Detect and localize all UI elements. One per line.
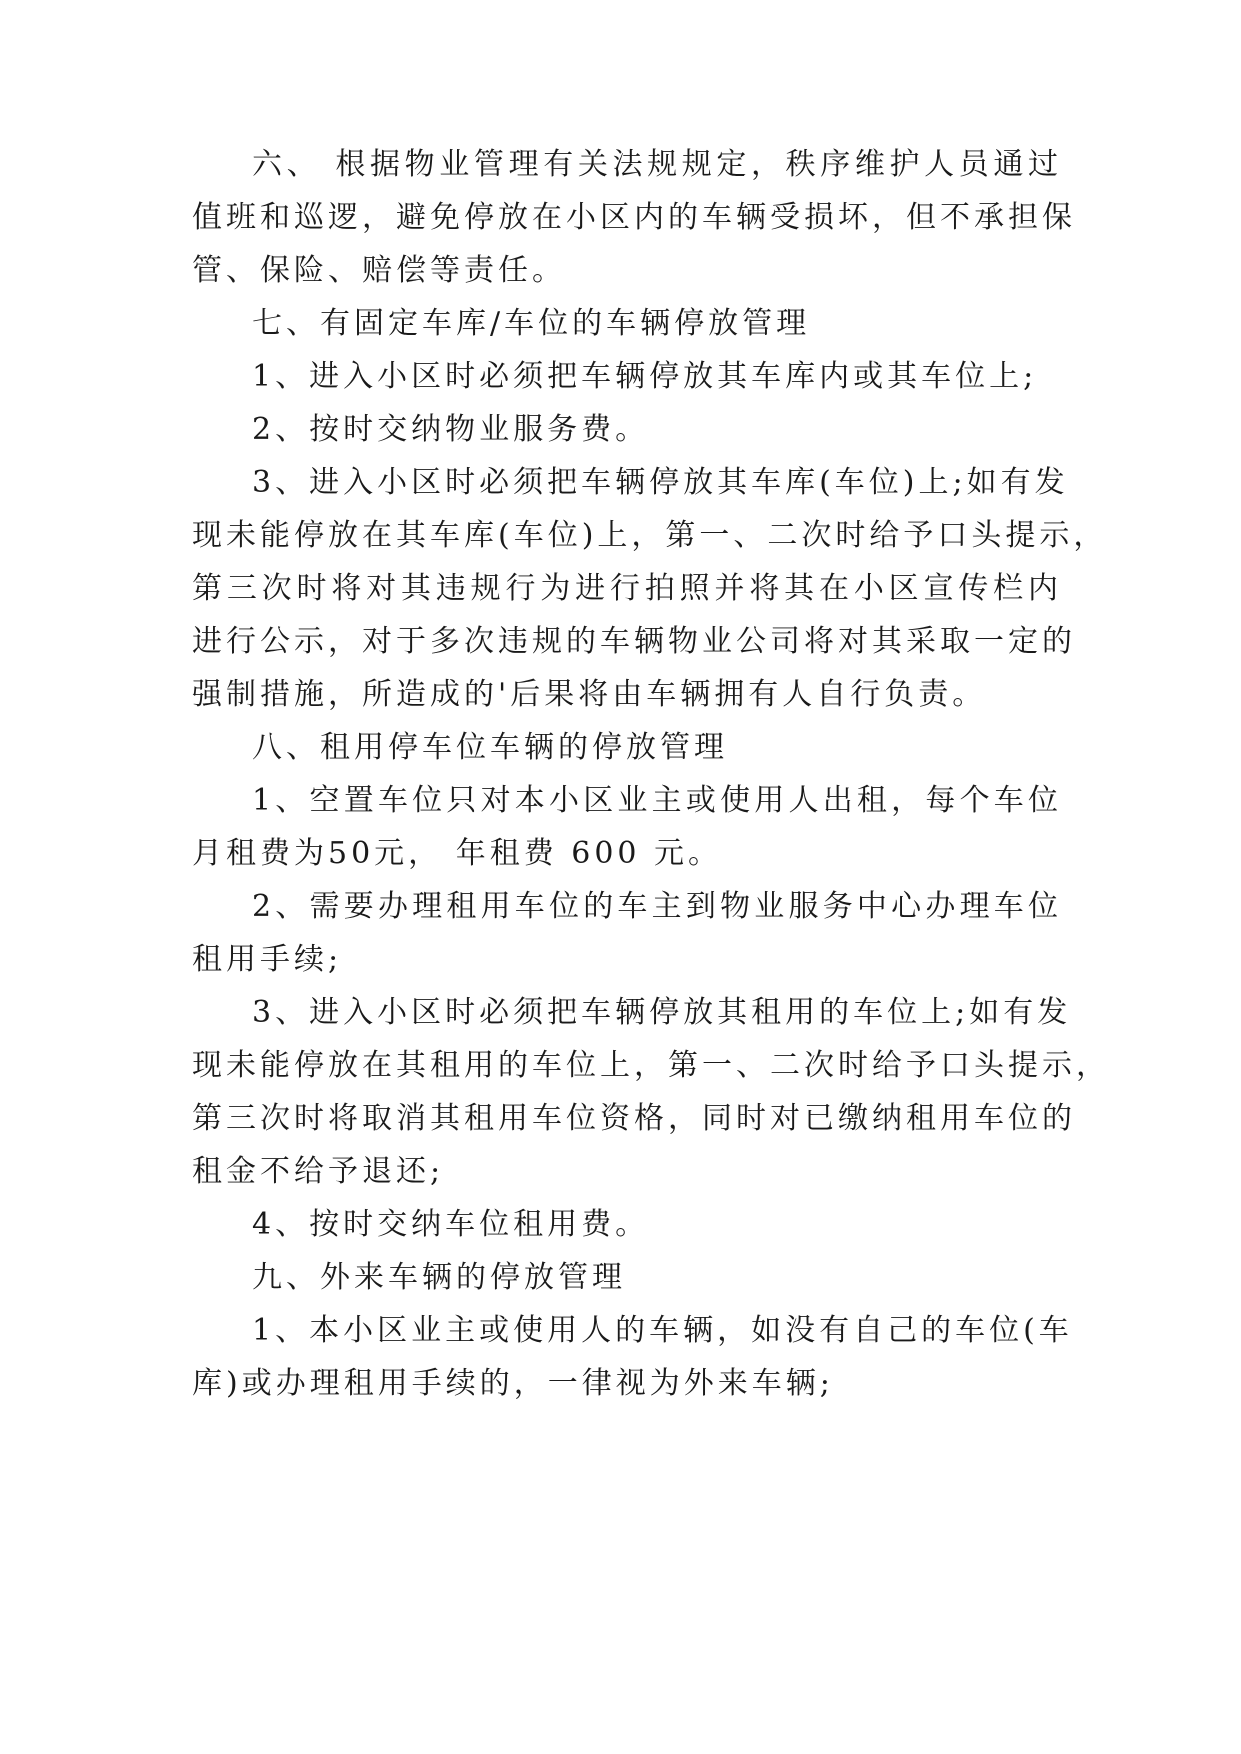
- text-line: 库)或办理租用手续的，一律视为外来车辆;: [192, 1366, 834, 1401]
- text-line: 管、保险、赔偿等责任。: [192, 253, 566, 288]
- text-line: 现未能停放在其车库(车位)上，第一、二次时给予口头提示，: [192, 518, 1108, 553]
- text-line: 2、需要办理租用车位的车主到物业服务中心办理车位: [252, 889, 1062, 924]
- text-line: 1、本小区业主或使用人的车辆，如没有自己的车位(车: [252, 1313, 1073, 1348]
- text-line: 租金不给予退还;: [192, 1154, 445, 1189]
- text-line: 1、进入小区时必须把车辆停放其车库内或其车位上;: [252, 359, 1038, 394]
- text-line: 1、空置车位只对本小区业主或使用人出租，每个车位: [252, 783, 1062, 818]
- section-heading: 七、有固定车库/车位的车辆停放管理: [252, 306, 811, 341]
- text-line: 租用手续;: [192, 942, 343, 977]
- text-line: 第三次时将取消其租用车位资格，同时对已缴纳租用车位的: [192, 1101, 1076, 1136]
- text-line: 值班和巡逻，避免停放在小区内的车辆受损坏，但不承担保: [192, 200, 1076, 235]
- section-heading: 八、租用停车位车辆的停放管理: [252, 730, 728, 765]
- section-heading: 九、外来车辆的停放管理: [252, 1260, 626, 1295]
- text-line: 月租费为50元， 年租费 600 元。: [192, 836, 723, 871]
- text-line: 2、按时交纳物业服务费。: [252, 412, 650, 447]
- text-line: 现未能停放在其租用的车位上，第一、二次时给予口头提示，: [192, 1048, 1110, 1083]
- text-line: 3、进入小区时必须把车辆停放其租用的车位上;如有发: [252, 995, 1072, 1030]
- text-line: 4、按时交纳车位租用费。: [252, 1207, 650, 1242]
- text-line: 3、进入小区时必须把车辆停放其车库(车位)上;如有发: [252, 465, 1069, 500]
- text-line: 第三次时将对其违规行为进行拍照并将其在小区宣传栏内: [192, 571, 1062, 606]
- text-line: 强制措施，所造成的'后果将由车辆拥有人自行负责。: [192, 677, 987, 712]
- text-line: 六、 根据物业管理有关法规规定，秩序维护人员通过: [252, 147, 1062, 182]
- text-line: 进行公示，对于多次违规的车辆物业公司将对其采取一定的: [192, 624, 1076, 659]
